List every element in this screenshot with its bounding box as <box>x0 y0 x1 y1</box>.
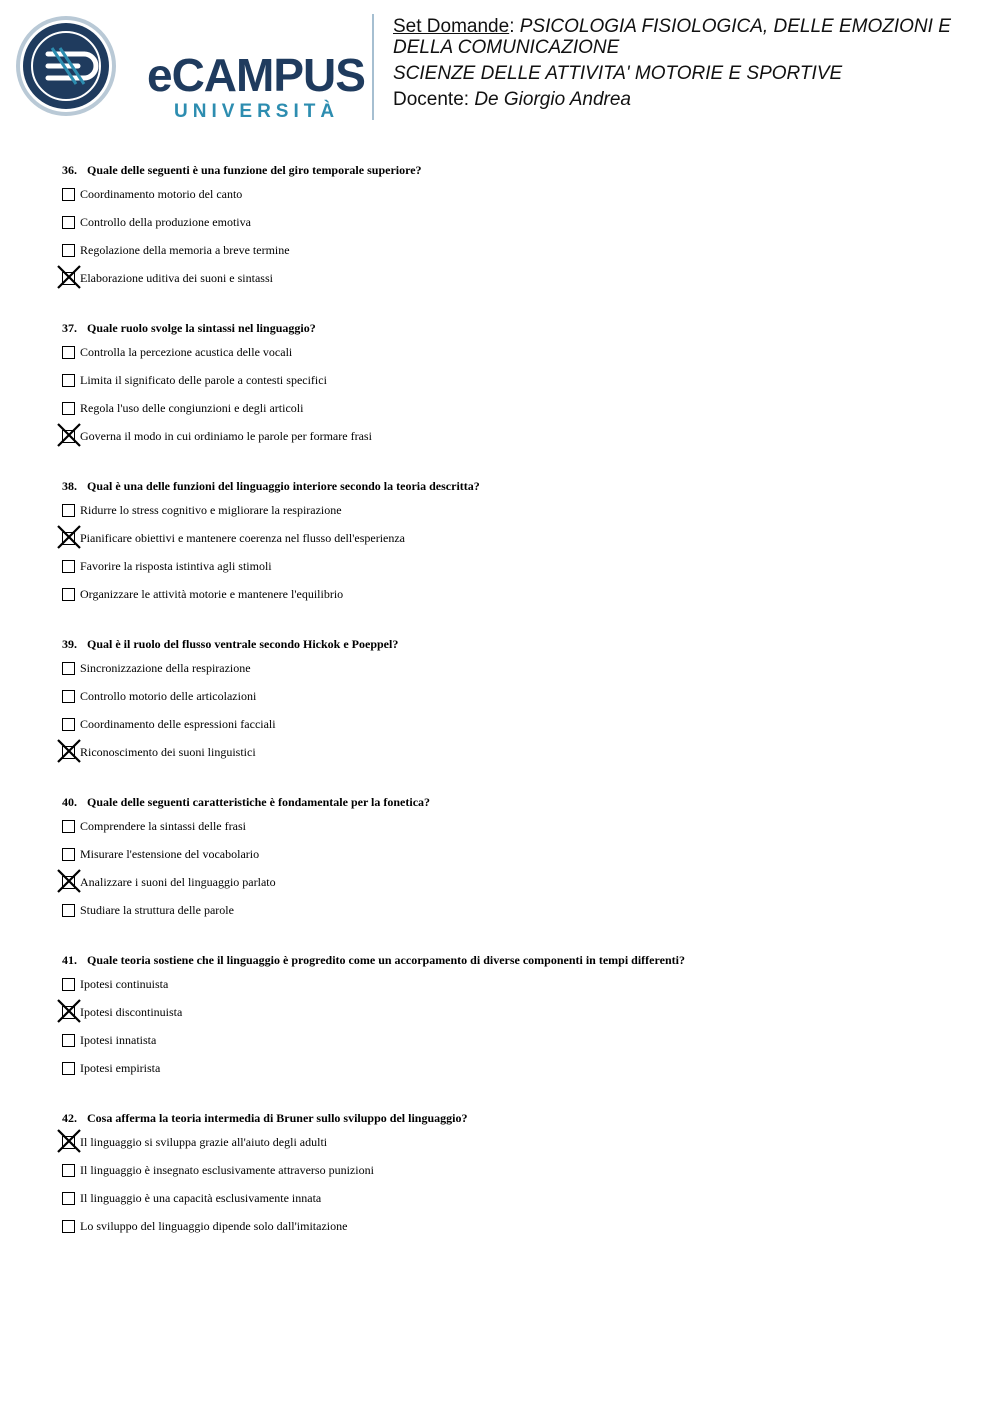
question-text: Cosa afferma la teoria intermedia di Bruner sullo sviluppo del linguaggio? <box>87 1111 468 1125</box>
answer-checkbox[interactable] <box>62 346 75 359</box>
answer-checkbox[interactable] <box>62 560 75 573</box>
university-seal-icon <box>14 14 118 118</box>
answer-option[interactable] <box>62 1164 982 1192</box>
teacher-line <box>393 89 983 110</box>
question-block <box>62 1110 982 1248</box>
answer-text: Coordinamento delle espressioni facciali <box>80 717 276 731</box>
answer-text: Ipotesi empirista <box>80 1061 161 1075</box>
answer-checkbox[interactable] <box>62 504 75 517</box>
answer-text: Ridurre lo stress cognitivo e migliorare la respirazione <box>80 503 342 517</box>
x-mark-icon <box>57 265 81 289</box>
set-label: Set Domande <box>393 16 510 37</box>
answer-text: Comprendere la sintassi delle frasi <box>80 819 246 833</box>
question-number: 39. <box>62 637 77 651</box>
answer-checkbox[interactable] <box>62 1034 75 1047</box>
answer-text: Limita il significato delle parole a contesti specifici <box>80 373 327 387</box>
answer-checkbox[interactable] <box>62 1192 75 1205</box>
answer-text: Controllo della produzione emotiva <box>80 215 251 229</box>
answer-text: Il linguaggio è insegnato esclusivamente attraverso punizioni <box>80 1163 374 1177</box>
answer-text: Analizzare i suoni del linguaggio parlato <box>80 875 276 889</box>
answer-checkbox[interactable] <box>62 188 75 201</box>
question-title <box>62 794 982 811</box>
answer-text: Governa il modo in cui ordiniamo le parole per formare frasi <box>80 429 372 443</box>
answer-option[interactable] <box>62 532 982 560</box>
answer-checkbox[interactable] <box>62 690 75 703</box>
answer-text: Regolazione della memoria a breve termine <box>80 243 290 257</box>
question-block <box>62 952 982 1090</box>
answer-text: Il linguaggio è una capacità esclusivamente innata <box>80 1191 322 1205</box>
question-number: 37. <box>62 321 77 335</box>
answer-text: Ipotesi continuista <box>80 977 169 991</box>
answer-text: Il linguaggio si sviluppa grazie all'aiuto degli adulti <box>80 1135 328 1149</box>
answer-option[interactable] <box>62 904 982 932</box>
answer-option[interactable] <box>62 588 982 616</box>
x-mark-icon <box>57 525 81 549</box>
answer-option[interactable] <box>62 848 982 876</box>
question-number: 41. <box>62 953 77 967</box>
x-mark-icon <box>57 739 81 763</box>
course-title: PSICOLOGIA FISIOLOGICA, DELLE EMOZIONI E DELLA COMUNICAZIONE <box>393 16 951 58</box>
answer-option[interactable] <box>62 244 982 272</box>
answer-option[interactable] <box>62 430 982 458</box>
answer-text: Favorire la risposta istintiva agli stimoli <box>80 559 272 573</box>
question-title <box>62 952 982 969</box>
ecampus-logo <box>14 14 365 122</box>
question-number: 36. <box>62 163 77 177</box>
answer-text: Riconoscimento dei suoni linguistici <box>80 745 256 759</box>
question-title <box>62 478 982 495</box>
answer-option[interactable] <box>62 504 982 532</box>
question-text: Quale teoria sostiene che il linguaggio è progredito come un accorpamento di diverse componenti in tempi differenti? <box>87 953 685 967</box>
answer-option[interactable] <box>62 978 982 1006</box>
question-text: Quale delle seguenti è una funzione del giro temporale superiore? <box>87 163 422 177</box>
answer-text: Elaborazione uditiva dei suoni e sintassi <box>80 271 273 285</box>
answer-checkbox[interactable] <box>62 820 75 833</box>
question-block <box>62 794 982 932</box>
brand-subtitle: UNIVERSITÀ <box>174 101 340 122</box>
answer-text: Misurare l'estensione del vocabolario <box>80 847 260 861</box>
question-block <box>62 636 982 774</box>
answer-checkbox[interactable] <box>62 216 75 229</box>
answer-checkbox[interactable] <box>62 244 75 257</box>
answer-text: Controllo motorio delle articolazioni <box>80 689 257 703</box>
question-title <box>62 162 982 179</box>
question-number: 42. <box>62 1111 77 1125</box>
answer-option[interactable] <box>62 374 982 402</box>
answer-checkbox[interactable] <box>62 904 75 917</box>
answer-text: Controlla la percezione acustica delle vocali <box>80 345 293 359</box>
answer-text: Pianificare obiettivi e mantenere coerenza nel flusso dell'esperienza <box>80 531 406 545</box>
answer-option[interactable] <box>62 876 982 904</box>
teacher-name: De Giorgio Andrea <box>474 89 631 110</box>
question-text: Quale ruolo svolge la sintassi nel linguaggio? <box>87 321 316 335</box>
answer-option[interactable] <box>62 690 982 718</box>
brand-name: eCAMPUS <box>147 49 365 101</box>
x-mark-icon <box>57 869 81 893</box>
answer-text: Ipotesi discontinuista <box>80 1005 183 1019</box>
degree-line <box>393 63 983 84</box>
answer-option[interactable] <box>62 1220 982 1248</box>
answer-option[interactable] <box>62 1006 982 1034</box>
answer-checkbox[interactable] <box>62 1164 75 1177</box>
answer-text: Ipotesi innatista <box>80 1033 157 1047</box>
question-block <box>62 478 982 616</box>
answer-option[interactable] <box>62 216 982 244</box>
answer-option[interactable] <box>62 272 982 300</box>
answer-option[interactable] <box>62 746 982 774</box>
answer-text: Studiare la struttura delle parole <box>80 903 234 917</box>
x-mark-icon <box>57 423 81 447</box>
question-text: Qual è una delle funzioni del linguaggio interiore secondo la teoria descritta? <box>87 479 480 493</box>
teacher-label: Docente: <box>393 89 470 110</box>
question-text: Quale delle seguenti caratteristiche è fondamentale per la fonetica? <box>87 795 431 809</box>
course-title-line: Set Domande: PSICOLOGIA FISIOLOGICA, DELLE EMOZIONI E DELLA COMUNICAZIONE <box>393 16 951 58</box>
answer-option[interactable] <box>62 560 982 588</box>
answer-checkbox[interactable] <box>62 718 75 731</box>
answer-checkbox[interactable] <box>62 588 75 601</box>
answer-option[interactable] <box>62 402 982 430</box>
answer-option[interactable] <box>62 1136 982 1164</box>
question-title <box>62 636 982 653</box>
answer-option[interactable] <box>62 820 982 848</box>
header-divider <box>372 14 374 120</box>
answer-text: Sincronizzazione della respirazione <box>80 661 251 675</box>
answer-option[interactable] <box>62 662 982 690</box>
answer-option[interactable] <box>62 1192 982 1220</box>
answer-option[interactable] <box>62 1062 982 1090</box>
answer-text: Regola l'uso delle congiunzioni e degli articoli <box>80 401 304 415</box>
answer-text: Lo sviluppo del linguaggio dipende solo dall'imitazione <box>80 1219 348 1233</box>
x-mark-icon <box>57 999 81 1023</box>
answer-checkbox[interactable] <box>62 1062 75 1075</box>
question-block <box>62 320 982 458</box>
question-number: 38. <box>62 479 77 493</box>
answer-text: Coordinamento motorio del canto <box>80 187 243 201</box>
answer-option[interactable] <box>62 188 982 216</box>
answer-checkbox[interactable] <box>62 402 75 415</box>
degree-name: SCIENZE DELLE ATTIVITA' MOTORIE E SPORTIVE <box>393 63 843 84</box>
answer-option[interactable] <box>62 346 982 374</box>
question-number: 40. <box>62 795 77 809</box>
question-text: Qual è il ruolo del flusso ventrale secondo Hickok e Poeppel? <box>87 637 399 651</box>
answer-option[interactable] <box>62 718 982 746</box>
question-title <box>62 1110 982 1127</box>
x-mark-icon <box>57 1129 81 1153</box>
question-block <box>62 162 982 300</box>
answer-text: Organizzare le attività motorie e mantenere l'equilibrio <box>80 587 344 601</box>
answer-checkbox[interactable] <box>62 978 75 991</box>
question-list <box>62 162 982 1268</box>
answer-checkbox[interactable] <box>62 848 75 861</box>
answer-option[interactable] <box>62 1034 982 1062</box>
answer-checkbox[interactable] <box>62 662 75 675</box>
question-title <box>62 320 982 337</box>
course-header <box>393 16 983 115</box>
answer-checkbox[interactable] <box>62 1220 75 1233</box>
answer-checkbox[interactable] <box>62 374 75 387</box>
